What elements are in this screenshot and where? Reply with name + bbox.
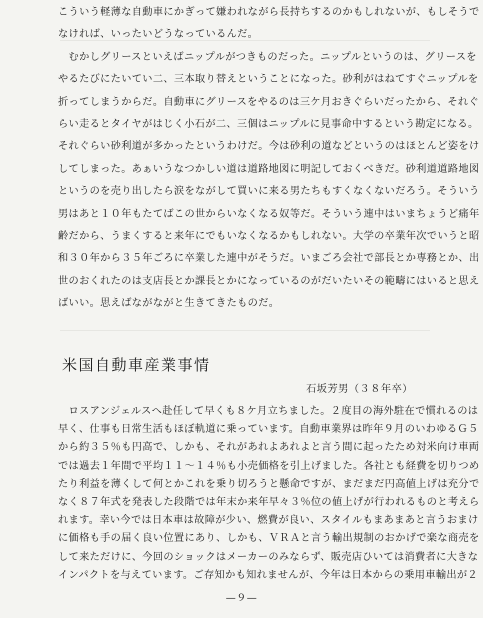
text-line: 和３０年から３５年ごろに卒業した連中がそうだ。いまごろ会社で部長とか専務とか、出	[58, 253, 480, 265]
text-line: というのを売り出したら涙をながして買いに来る男たちもすくなくないだろう。そういう	[58, 186, 480, 198]
article-heading: 米国自動車産業事情	[62, 356, 211, 374]
text-line: して来ただけに、今回のショックはメーカーのみならず、販売店ひいては消費者に大きな	[58, 551, 479, 563]
text-line: むかしグリースといえばニップルがつきものだった。ニップルというのは、グリースを	[58, 51, 477, 63]
text-line: 世のおくれたのは支店長とか課長とかになっているのがだいたいその範疇にはいると思え	[58, 275, 480, 287]
text-line: こういう軽薄な自動車にかぎって嫌われながら長持ちするのかもしれないが、もしそうで	[58, 7, 480, 18]
author-byline: 石坂芳男（３８年卒）	[306, 384, 413, 395]
text-line: 男はあと１０年もたてばこの世からいなくなる奴等だ。そういう連中はいまちょうど痛年	[58, 208, 480, 220]
text-line: ロスアンジェルスへ赴任して早くも８ケ月立ちました。２度目の海外駐在で慣れるのは	[58, 406, 479, 417]
text-line: れます。幸い今では日本車は故障が少い、燃費が良い、スタイルもまあまあと言うおまけ	[58, 515, 479, 527]
text-line: から約３５％も円高で、しかも、それがあれよあれよと言う間に起ったため対米向け車両	[58, 442, 480, 454]
text-line: ばいい。思えばながながと生きてきたものだ。	[58, 298, 280, 310]
text-line: たり利益を薄くして何とかこれを乗り切ろうと懸命ですが、まだまだ円高値上げは充分で	[58, 478, 480, 490]
text-line: 齢だから、うまくすると来年にでもいなくなるかもしれない。大学の卒業年次でいうと昭	[58, 231, 480, 242]
text-line: インパクトを与えています。ご存知かも知れませんが、今年は日本からの乗用車輸出が２	[58, 569, 478, 581]
text-line: らい走るとタイヤがはじく小石が二、三個はニップルに見事命中するという勘定になる。	[58, 119, 479, 130]
text-line: では過去１年間で平均１１〜１４％も小売価格を引上げました。各社とも経費を切りつめ	[58, 460, 480, 472]
text-line: 早く、仕事も日常生活もほぼ軌道に乗っています。自動車業界は昨年９月のいわゆるＧ５	[58, 424, 479, 436]
page-number: —９—	[225, 593, 258, 604]
text-line: なければ、いったいどうなっているんだ。	[58, 29, 259, 41]
text-line: やるたびにたいてい二、三本取り替えということになった。砂利がはねてすぐニップルを	[58, 74, 479, 86]
text-line: それぐらい砂利道が多かったというわけだ。今は砂利の道などというのはほとんど姿をけ	[58, 141, 480, 153]
text-line: してしまった。あぁいうなつかしい道は道路地図に明記しておくべきだ。砂利道道路地図	[58, 163, 480, 175]
text-line: に価格も手の届く良い位置にあり、しかも、ＶＲＡと言う輸出規制のおかげで楽な商売を	[58, 533, 480, 545]
text-line: なく８７年式を発表した段階では年末か来年早々３％位の値上げが行われるものと考えら	[58, 497, 480, 508]
bleed-through-line	[60, 330, 430, 331]
text-line: 折ってしまうからだ。自動車にグリースをやるのは三ケ月おきぐらいだったから、それぐ	[58, 96, 479, 108]
